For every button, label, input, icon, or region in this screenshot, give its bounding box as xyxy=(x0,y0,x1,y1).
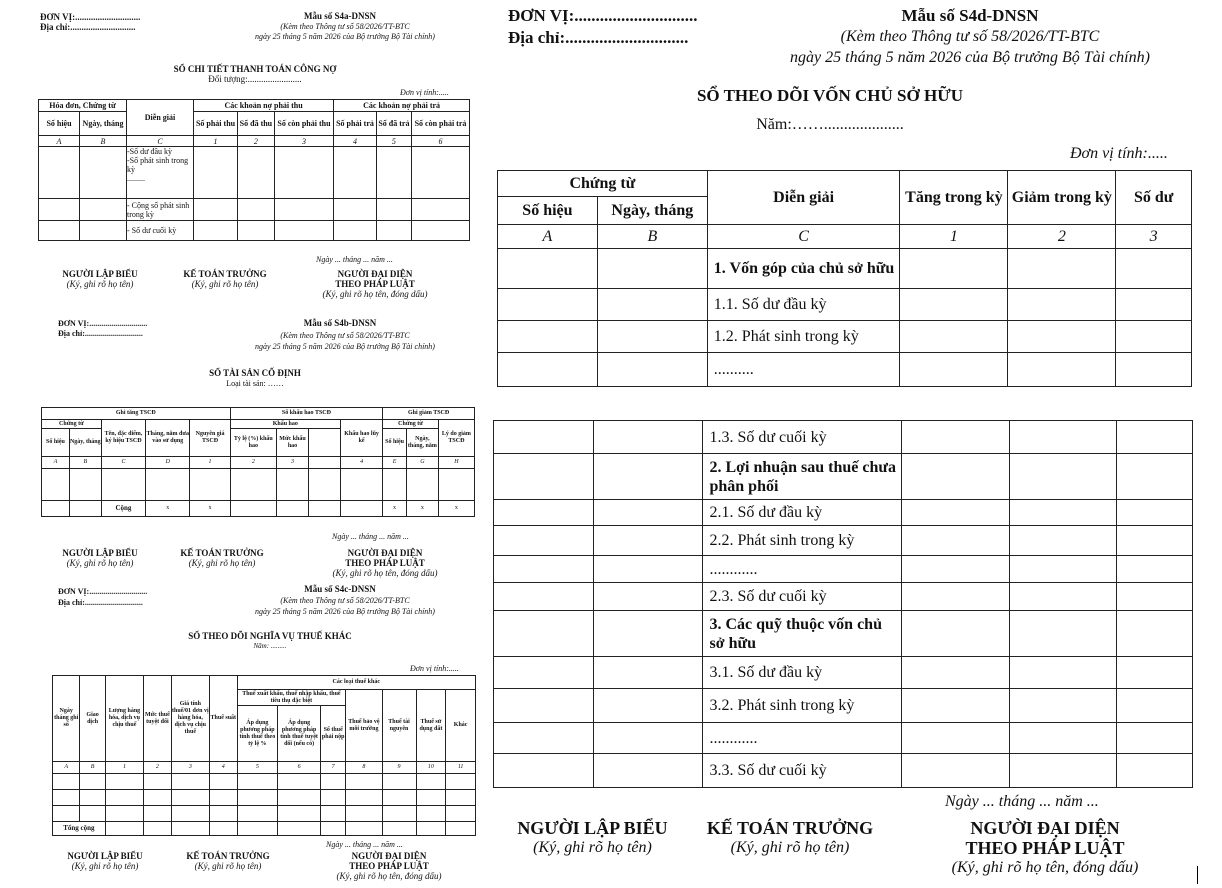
page-title: SỔ TÀI SẢN CỐ ĐỊNH xyxy=(209,368,301,378)
date-line: Ngày ... tháng ... năm ... xyxy=(326,840,403,849)
col-header: Ghi giảm TSCĐ xyxy=(383,408,475,420)
row-desc: 1. Vốn góp của chủ sở hữu xyxy=(707,249,900,289)
col-header: Giảm trong kỳ xyxy=(1008,171,1116,225)
col-header: Ngày, tháng xyxy=(597,197,707,225)
signature-accountant: KẾ TOÁN TRƯỞNG (Ký, ghi rõ họ tên) xyxy=(706,818,874,856)
col-header: Khấu hao xyxy=(230,420,340,429)
code-cell: D xyxy=(146,457,190,469)
col-header: Ngày tháng ghi sổ xyxy=(53,676,80,762)
circular-note: (Kèm theo Thông tư số 58/2026/TT-BTC xyxy=(280,22,410,31)
code-cell: 2 xyxy=(230,457,276,469)
col-header: Thuế xuất khẩu, thuế nhập khẩu, thuế tiêu thụ đặc biệt xyxy=(237,690,346,706)
row-desc: 3. Các quỹ thuộc vốn chủ sở hữu xyxy=(703,611,901,657)
page-title: SỔ THEO DÕI NGHĨA VỤ THUẾ KHÁC xyxy=(188,631,352,641)
col-header: Lượng hàng hóa, dịch vụ chịu thuế xyxy=(105,676,143,762)
unit-label: ĐƠN VỊ:............................. xyxy=(508,6,698,25)
signature-preparer: NGƯỜI LẬP BIỂU (Ký, ghi rõ họ tên) xyxy=(67,851,143,871)
row-desc: 3.1. Số dư đầu kỳ xyxy=(703,657,901,689)
page-title: SỔ CHI TIẾT THANH TOÁN CÔNG NỢ xyxy=(173,64,337,74)
col-header: Ngày, tháng xyxy=(80,112,127,136)
col-header: Chứng từ xyxy=(498,171,708,197)
code-cell: A xyxy=(498,225,598,249)
subtitle: Loại tài sản: …… xyxy=(226,379,284,388)
signature-accountant: KẾ TOÁN TRƯỞNG (Ký, ghi rõ họ tên) xyxy=(186,851,270,871)
code-cell: 2 xyxy=(238,136,275,147)
code-cell: B xyxy=(80,136,127,147)
col-header: Số thuế phải nộp xyxy=(321,706,346,762)
col-header: Chứng từ xyxy=(42,420,102,429)
col-header: Số còn phải trả xyxy=(412,112,470,136)
col-header: Mức khấu hao xyxy=(277,429,309,457)
form-number: Mẫu số S4b-DNSN xyxy=(303,318,377,328)
signature-representative: NGƯỜI ĐẠI DIỆN THEO PHÁP LUẬT (Ký, ghi rõ họ tên, đóng dấu) xyxy=(336,851,442,881)
col-header: Số hiệu xyxy=(42,429,70,457)
total-label: Cộng xyxy=(101,501,145,517)
col-header: Ngày, tháng, năm xyxy=(406,429,438,457)
code-cell: 5 xyxy=(376,136,411,147)
col-header: Mức thuế tuyệt đối xyxy=(144,676,171,762)
col-header: Thuế tài nguyên xyxy=(382,690,416,762)
row-desc: 3.2. Phát sinh trong kỳ xyxy=(703,689,901,723)
row-desc: .......... xyxy=(707,353,900,387)
unit-label: ĐƠN VỊ:............................. xyxy=(40,12,141,22)
code-cell: B xyxy=(597,225,707,249)
s4a-table xyxy=(38,99,470,241)
address-label: Địa chỉ:............................. xyxy=(40,22,136,32)
col-header: Khấu hao lũy kế xyxy=(340,420,382,457)
row-desc: 1.2. Phát sinh trong kỳ xyxy=(707,321,900,353)
code-cell: C xyxy=(127,136,194,147)
code-cell: 4 xyxy=(334,136,377,147)
circular-date: ngày 25 tháng 5 năm 2026 của Bộ trưởng Bộ Tài chính) xyxy=(255,32,435,41)
code-cell: 3 xyxy=(1116,225,1192,249)
col-header: Ghi tăng TSCĐ xyxy=(42,408,231,420)
code-cell: A xyxy=(39,136,80,147)
col-header: Áp dụng phương pháp tính thuế tuyệt đối (nếu có) xyxy=(278,706,321,762)
code-cell: 6 xyxy=(412,136,470,147)
col-header: Ngày, tháng xyxy=(69,429,101,457)
code-cell: 1 xyxy=(194,136,238,147)
col-header: Số khấu hao TSCĐ xyxy=(230,408,383,420)
code-cell: 3 xyxy=(277,457,309,469)
signature-representative: NGƯỜI ĐẠI DIỆN THEO PHÁP LUẬT (Ký, ghi rõ họ tên, đóng dấu) xyxy=(322,269,428,299)
col-header: Giá tính thuế/01 đơn vị hàng hóa, dịch vụ chịu thuế xyxy=(171,676,209,762)
col-header: Số hiệu xyxy=(39,112,80,136)
circular-date: ngày 25 tháng 5 năm 2026 của Bộ trưởng Bộ Tài chính) xyxy=(255,342,435,351)
circular-date: ngày 25 tháng 5 năm 2026 của Bộ trưởng Bộ Tài chính) xyxy=(255,607,435,616)
col-header: Tỷ lệ (%) khấu hao xyxy=(230,429,276,457)
row-desc: 2.2. Phát sinh trong kỳ xyxy=(703,526,901,556)
date-line: Ngày ... tháng ... năm ... xyxy=(316,255,393,264)
row-desc: 3.3. Số dư cuối kỳ xyxy=(703,754,901,788)
col-header: Thuế suất xyxy=(210,676,237,762)
code-cell: G xyxy=(406,457,438,469)
address-label: Địa chỉ:............................. xyxy=(58,329,143,338)
col-header: Các khoản nợ phải thu xyxy=(194,100,334,112)
unit-measure: Đơn vị tính:..... xyxy=(1070,145,1168,162)
col-header: Số đã thu xyxy=(238,112,275,136)
col-header: Diễn giải xyxy=(707,171,900,225)
col-header: Số phải trả xyxy=(334,112,377,136)
s4d-table-bottom xyxy=(493,420,1193,788)
date-line: Ngày ... tháng ... năm ... xyxy=(332,532,409,541)
subtitle: Năm: ......... xyxy=(253,642,287,650)
row-desc: -Số dư đầu kỳ -Số phát sinh trong kỳ ......... xyxy=(127,147,194,199)
year-label: Năm:…….................... xyxy=(756,116,904,133)
col-header: Các khoản nợ phải trả xyxy=(334,100,470,112)
row-desc: 1.1. Số dư đầu kỳ xyxy=(707,289,900,321)
col-header: Diễn giải xyxy=(127,100,194,136)
unit-label: ĐƠN VỊ:............................. xyxy=(58,587,148,596)
col-header: Số hiệu xyxy=(383,429,407,457)
code-cell: 1 xyxy=(900,225,1008,249)
s4b-table: Ghi tăng TSCĐ Số khấu hao TSCĐ Ghi giảm TSCĐ Chứng từ Tên, đặc điểm, ký hiệu TSCĐ Tháng, năm đưa vào sử dụng Nguyên giá TSCĐ Khấu hao Khấu hao lũy kế Chứng từ Lý do giảm TSCĐ Số hiệu Ngày, tháng Tỷ lệ (%) khấu hao Mức khấu hao Số hiệu Ngày, tháng, năm A B C D 1 2 3 4 E G H Cộng x x x x x xyxy=(41,407,475,517)
col-header: Thuế bảo vệ môi trường xyxy=(346,690,382,762)
col-header: Hóa đơn, Chứng từ xyxy=(39,100,127,112)
col-header: Số hiệu xyxy=(498,197,598,225)
total-label: Tổng cộng xyxy=(53,822,106,836)
code-cell: H xyxy=(438,457,474,469)
circular-date: ngày 25 tháng 5 năm 2026 của Bộ trưởng Bộ Tài chính) xyxy=(790,49,1150,66)
row-desc: - Số dư cuối kỳ xyxy=(127,221,194,241)
col-header: Lý do giảm TSCĐ xyxy=(438,420,474,457)
unit-measure: Đơn vị tính:..... xyxy=(400,88,449,97)
col-header: Tháng, năm đưa vào sử dụng xyxy=(146,420,190,457)
col-header: Giao dịch xyxy=(80,676,105,762)
signature-preparer: NGƯỜI LẬP BIỂU (Ký, ghi rõ họ tên) xyxy=(62,548,138,568)
form-number: Mẫu số S4d-DNSN xyxy=(901,6,1039,25)
col-header: Khác xyxy=(446,690,476,762)
signature-preparer: NGƯỜI LẬP BIỂU (Ký, ghi rõ họ tên) xyxy=(517,818,668,856)
col-header: Áp dụng phương pháp tính thuế theo tỷ lệ % xyxy=(237,706,278,762)
date-line: Ngày ... tháng ... năm ... xyxy=(945,793,1099,810)
col-header: Số còn phải thu xyxy=(274,112,333,136)
code-cell: B xyxy=(69,457,101,469)
row-desc: - Cộng số phát sinh trong kỳ xyxy=(127,199,194,221)
signature-representative: NGƯỜI ĐẠI DIỆN THEO PHÁP LUẬT (Ký, ghi rõ họ tên, đóng dấu) xyxy=(951,818,1139,876)
col-header: Số phải thu xyxy=(194,112,238,136)
subtitle: Đối tượng:........................ xyxy=(208,74,302,84)
col-header: Tên, đặc điểm, ký hiệu TSCĐ xyxy=(101,420,145,457)
circular-note: (Kèm theo Thông tư số 58/2026/TT-BTC xyxy=(280,596,410,605)
address-label: Địa chỉ:............................. xyxy=(508,28,689,47)
signature-representative: NGƯỜI ĐẠI DIỆN THEO PHÁP LUẬT (Ký, ghi rõ họ tên, đóng dấu) xyxy=(332,548,438,578)
col-header: Nguyên giá TSCĐ xyxy=(190,420,230,457)
row-desc: 2. Lợi nhuận sau thuế chưa phân phối xyxy=(703,454,901,500)
code-cell: E xyxy=(383,457,407,469)
code-cell: 3 xyxy=(274,136,333,147)
form-number: Mẫu số S4c-DNSN xyxy=(304,584,376,594)
col-header: Các loại thuế khác xyxy=(237,676,475,690)
code-cell: C xyxy=(101,457,145,469)
circular-note: (Kèm theo Thông tư số 58/2026/TT-BTC xyxy=(840,28,1100,45)
code-cell: 2 xyxy=(1008,225,1116,249)
code-cell: A xyxy=(42,457,70,469)
s4c-table: Ngày tháng ghi sổ Giao dịch Lượng hàng hóa, dịch vụ chịu thuế Mức thuế tuyệt đối Giá tính thuế/01 đơn vị hàng hóa, dịch vụ chịu thuế Thuế suất Các loại thuế khác Thuế xuất khẩu, thuế nhập khẩu, thuế tiêu thụ đặc biệt Thuế bảo vệ môi trường Thuế tài nguyên Thuế sử dụng đất Khác Áp dụng phương pháp tính thuế theo tỷ lệ % Áp dụng phương pháp tính thuế tuyệt đối (nếu có) Số thuế phải nộp A B 1 2 3 4 5 6 7 8 9 10 11 Tổng cộng xyxy=(52,675,476,836)
row-desc: 2.1. Số dư đầu kỳ xyxy=(703,500,901,526)
signature-accountant: KẾ TOÁN TRƯỞNG (Ký, ghi rõ họ tên) xyxy=(183,269,267,289)
code-cell: 4 xyxy=(340,457,382,469)
row-desc: 1.3. Số dư cuối kỳ xyxy=(703,421,901,454)
code-cell: 1 xyxy=(190,457,230,469)
page-title: SỔ THEO DÕI VỐN CHỦ SỞ HỮU xyxy=(696,86,964,105)
signature-accountant: KẾ TOÁN TRƯỞNG (Ký, ghi rõ họ tên) xyxy=(180,548,264,568)
s4d-table-top xyxy=(497,170,1192,387)
unit-label: ĐƠN VỊ:............................. xyxy=(58,319,148,328)
circular-note: (Kèm theo Thông tư số 58/2026/TT-BTC xyxy=(280,331,410,340)
col-header: Thuế sử dụng đất xyxy=(416,690,446,762)
text-cursor xyxy=(1197,866,1198,884)
row-desc: ............ xyxy=(703,723,901,754)
row-desc: ............ xyxy=(703,556,901,583)
code-cell: C xyxy=(707,225,900,249)
col-header: Số đã trả xyxy=(376,112,411,136)
col-header: Số dư xyxy=(1116,171,1192,225)
signature-preparer: NGƯỜI LẬP BIỂU (Ký, ghi rõ họ tên) xyxy=(62,269,138,289)
col-header: Chứng từ xyxy=(383,420,439,429)
col-header: Tăng trong kỳ xyxy=(900,171,1008,225)
unit-measure: Đơn vị tính:..... xyxy=(410,664,459,673)
form-number: Mẫu số S4a-DNSN xyxy=(303,11,376,21)
row-desc: 2.3. Số dư cuối kỳ xyxy=(703,583,901,611)
address-label: Địa chỉ:............................. xyxy=(58,598,143,607)
